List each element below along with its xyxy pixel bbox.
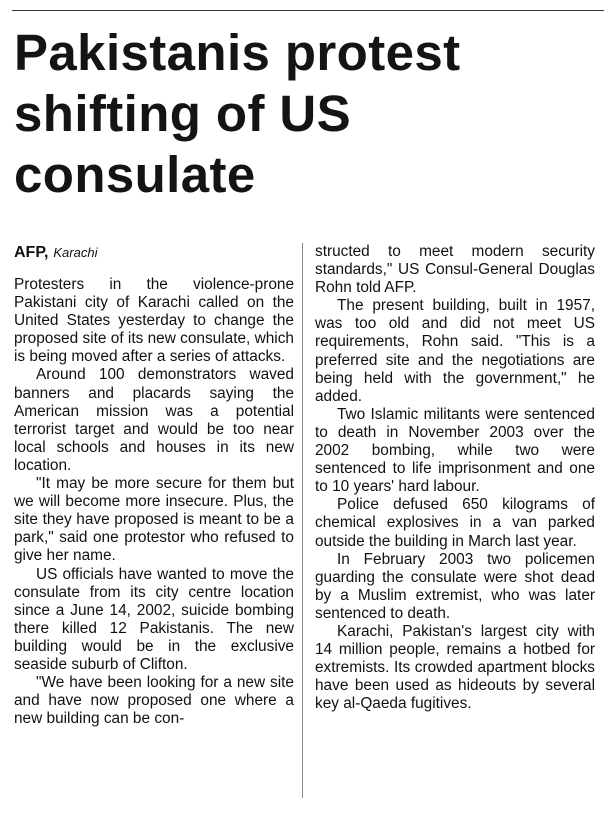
paragraph: Two Islamic militants were sentenced to death in November 2003 over the 2002 bombing, while two were sentenced to life imprisonment and one to 10 years' hard labour. [315,405,595,496]
paragraph: US officials have wanted to move the consulate from its city centre location since a June 14, 2002, suicide bombing there killed 12 Pakistanis. The new building would be in the exclusive seaside suburb of Clifton. [14,565,294,673]
top-rule [12,10,604,11]
byline-location: Karachi [53,245,98,260]
paragraph: Around 100 demonstrators waved banners and placards saying the American mission was a potential terrorist target and would be too near local schools and houses in its new location. [14,366,294,474]
byline-agency: AFP [14,244,44,261]
paragraph-continued: structed to meet modern security standards," US Consul-General Douglas Rohn told AFP. [315,243,595,297]
paragraph: The present building, built in 1957, was too old and did not meet US requirements, Rohn said. "This is a preferred site and the negotiations are being held with the government," he added. [315,297,595,405]
byline [14,243,294,265]
paragraph: In February 2003 two policemen guarding the consulate were shot dead by a Muslim extremist, who was later sentenced to death. [315,550,595,622]
left-column [14,243,294,728]
paragraph: Protesters in the violence-prone Pakistani city of Karachi called on the United States yesterday to change the proposed site of its new consulate, which is being moved after a series of attacks. [14,276,294,366]
column-divider [302,243,303,798]
byline-separator: , [43,244,49,261]
paragraph: Police defused 650 kilograms of chemical explosives in a van parked outside the building in March last year. [315,496,595,550]
right-column [315,243,595,713]
paragraph: "We have been looking for a new site and have now proposed one where a new building can be con- [14,674,294,728]
headline: Pakistanis protest shifting of US consulate [14,24,461,203]
paragraph: Karachi, Pakistan's largest city with 14 million people, remains a hotbed for extremists. Its crowded apartment blocks have been used as hideouts by several key al-Qaeda fugitives. [315,622,595,713]
paragraph: "It may be more secure for them but we will become more insecure. Plus, the site they have proposed is meant to be a park," said one protestor who refused to give her name. [14,475,294,565]
